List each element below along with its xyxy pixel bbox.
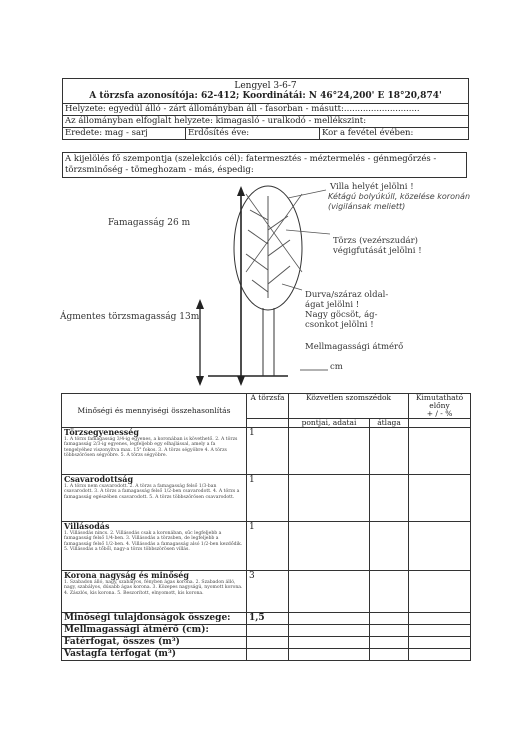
table-row: Csavarodottság 1. A törzs nem csavarodott. 2. A törzs a famagasság felső 1/3-ban csavarodott. 3. A törzs a famagasság felső 1/2-ben csavarodott. 4. A törzs a famagasság egészében csavarodott. 5. A törzs többszörösen csavarodott. 1 [62, 475, 471, 522]
height-arrow-bottom [237, 376, 245, 386]
sub-avg-header: átlaga [370, 419, 409, 428]
table-row: Villásodás 1. Villásodás nincs. 2. Villásodás csak a koronában, sűc legfeljebb a famagasság felső 1/4-ben. 3. Villásodás a törzsben, de legfeljebb a famagasság felső 1/2-ben. 4. Villásodás a famagasság alsó 1/2-ben kezdődik. 5. Villásodás a tőből, nagy-a törzs többszörösen villás. 1 [62, 522, 471, 571]
col-quality-header: Minőségi és mennyiségi összehasonlítás [62, 394, 247, 428]
origin-row [63, 127, 468, 139]
tree-header-box [62, 78, 469, 140]
helyzete-row: Helyzete: egyedül álló - zárt állományban áll - fasorban - másutt:............................ [63, 103, 468, 115]
tree-height-label: Famagasság 26 m [108, 218, 191, 228]
comparison-table [61, 393, 471, 661]
trunk-arrow-top [196, 299, 204, 309]
header-subtitle: A törzsfa azonosítója: 62-412; Koordinátái: N 46°24,200' E 18°20,874' [89, 91, 442, 101]
branch-note-4: csonkot jelölni ! [305, 320, 374, 330]
trunk-arrow-bottom [196, 376, 204, 386]
erdosites-cell: Erdősítés éve: [186, 128, 320, 139]
eredete-cell: Eredete: mag - sarj [63, 128, 186, 139]
height-arrow-top [237, 186, 245, 196]
thick-volume-row: Vastagfa térfogat (m³) [62, 649, 471, 661]
branch-note-3: Nagy göcsöt, ág- [305, 310, 378, 320]
kor-cell: Kor a fevétel évében: [322, 128, 414, 138]
tree-diagram [0, 180, 520, 390]
clear-bole-height-label: Ágmentes törzsmagasság 13m [60, 312, 200, 322]
dbh-row: Mellmagassági átmérő (cm): [62, 625, 471, 637]
selection-criteria-box: A kijelölés fő szempontja (szelekciós cél): fatermesztés - méztermelés - génmegőrzés - törzsminőség - tömeghozam - más, éspedig: [62, 152, 467, 178]
handwritten-note: Kétágú bolyúkúll, közelése koronán (vigilánsak meliett) [328, 192, 471, 211]
col-neighbors-header: Közvetlen szomszédok [289, 394, 409, 419]
header-title: Lengyel 3-6-7 [234, 81, 297, 91]
trunk-note-2: végigfutását jelölni ! [333, 246, 422, 256]
sum-row: Minőségi tulajdonságok összege: 1,5 [62, 613, 471, 625]
trunk-note: Törzs (vezérszudár) [333, 236, 418, 246]
branch-note-2: ágat jelölni ! [305, 300, 360, 310]
col-advantage-header: Kimutatható előny + / - % [409, 394, 471, 419]
sub-data-header: pontjai, adatai [289, 419, 370, 428]
dbh-unit: cm [330, 362, 343, 372]
elfoglalt-row: Az állományban elfoglalt helyzete: kimagasló - uralkodó - mellékszint: [63, 115, 468, 127]
table-row: Korona nagyság és minőség 1. Szabadon álló, nagy, szabályos, fényben ágas korona. 2. Szabadon álló, nagy, szabályos, dúsabb ágas korona. 3. Közepes nagyságú, nyomott korona. 4. Zászlós, kis korona. 5. Beszorított, elnyomott, kis korona. 3 [62, 571, 471, 613]
branch-note-1: Durva/száraz oldal- [305, 290, 389, 300]
volume-row: Fatérfogat, összes (m³) [62, 637, 471, 649]
dbh-label: Mellmagassági átmérő [305, 342, 404, 352]
table-row: Törzsegyenesség 1. A törzs famagasság 3/4-ig egyenes, a koronában is követhető. 2. A törzs famagasság 2/3-ig egyenes, legfeljebb egy elhajlással, amely a fa tengelyéhez viszonyítva max. 15° fokos. 3. A törzs ségyöbre 4. A törzs többszörösen ségyöbre. 5. A törzs ségyöbre. 1 [62, 428, 471, 475]
col-tree-header: A törzsfa [247, 394, 289, 419]
fork-note: Villa helyét jelölni ! [330, 182, 414, 192]
